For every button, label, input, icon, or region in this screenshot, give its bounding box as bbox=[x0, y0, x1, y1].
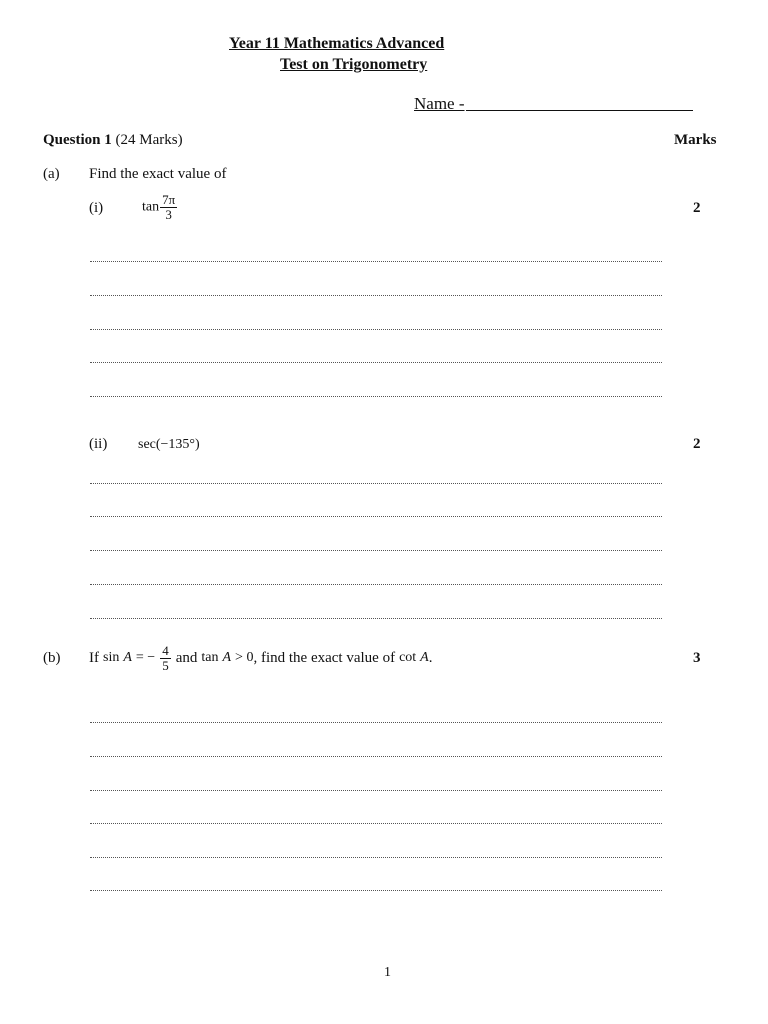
answer-line[interactable] bbox=[90, 483, 662, 484]
fraction-denominator: 3 bbox=[165, 207, 172, 222]
answer-line[interactable] bbox=[90, 823, 662, 824]
answer-line[interactable] bbox=[90, 790, 662, 791]
question-label: Question 1 bbox=[43, 132, 112, 148]
answer-line[interactable] bbox=[90, 584, 662, 585]
question-marks-total: (24 Marks) bbox=[115, 132, 183, 148]
name-label: Name - bbox=[414, 94, 465, 113]
find-text: , find the exact value of bbox=[253, 649, 396, 666]
answer-line[interactable] bbox=[90, 722, 662, 723]
if-text: If bbox=[89, 649, 99, 666]
answer-line[interactable] bbox=[90, 516, 662, 517]
part-a-i-marks: 2 bbox=[693, 200, 701, 216]
question-heading bbox=[43, 132, 183, 149]
and-text: and bbox=[175, 649, 198, 666]
answer-line[interactable] bbox=[90, 261, 662, 262]
fraction-7pi-over-3 bbox=[160, 193, 177, 222]
page-number: 1 bbox=[384, 965, 391, 980]
part-a-label: (a) bbox=[43, 166, 60, 182]
part-a-ii-label: (ii) bbox=[89, 436, 108, 452]
part-a-ii-expression: sec(−135°) bbox=[138, 437, 200, 452]
title-line-1: Year 11 Mathematics Advanced bbox=[229, 35, 445, 52]
marks-heading: Marks bbox=[674, 132, 717, 148]
name-line[interactable] bbox=[466, 110, 693, 111]
part-a-i-expression bbox=[142, 193, 178, 222]
cot-func: cot bbox=[399, 650, 417, 665]
tan-func: tan bbox=[142, 199, 160, 215]
var-a: A bbox=[123, 650, 132, 665]
fraction-denominator: 5 bbox=[162, 657, 169, 673]
part-a-prompt: Find the exact value of bbox=[89, 166, 227, 182]
answer-line[interactable] bbox=[90, 329, 662, 330]
answer-line[interactable] bbox=[90, 396, 662, 397]
answer-line[interactable] bbox=[90, 756, 662, 757]
answer-line[interactable] bbox=[90, 618, 662, 619]
answer-line[interactable] bbox=[90, 362, 662, 363]
fraction-numerator: 4 bbox=[162, 642, 169, 658]
tan-condition: > 0 bbox=[235, 650, 254, 665]
answer-line[interactable] bbox=[90, 857, 662, 858]
fraction-4-over-5 bbox=[160, 644, 171, 673]
var-a: A bbox=[420, 650, 429, 665]
tan-func: tan bbox=[201, 650, 219, 665]
var-a: A bbox=[222, 650, 232, 665]
answer-line[interactable] bbox=[90, 295, 662, 296]
equals-neg: = − bbox=[135, 650, 156, 665]
sin-func: sin bbox=[103, 650, 120, 665]
part-b-marks: 3 bbox=[693, 650, 701, 666]
part-b-statement bbox=[89, 640, 432, 676]
fraction-numerator: 7π bbox=[162, 192, 176, 207]
answer-line[interactable] bbox=[90, 550, 662, 551]
answer-line[interactable] bbox=[90, 890, 662, 891]
part-a-ii-marks: 2 bbox=[693, 436, 701, 452]
part-a-i-label: (i) bbox=[89, 200, 104, 216]
part-b-label: (b) bbox=[43, 650, 61, 666]
title-line-2: Test on Trigonometry bbox=[280, 56, 428, 73]
end-dot: . bbox=[428, 649, 433, 666]
